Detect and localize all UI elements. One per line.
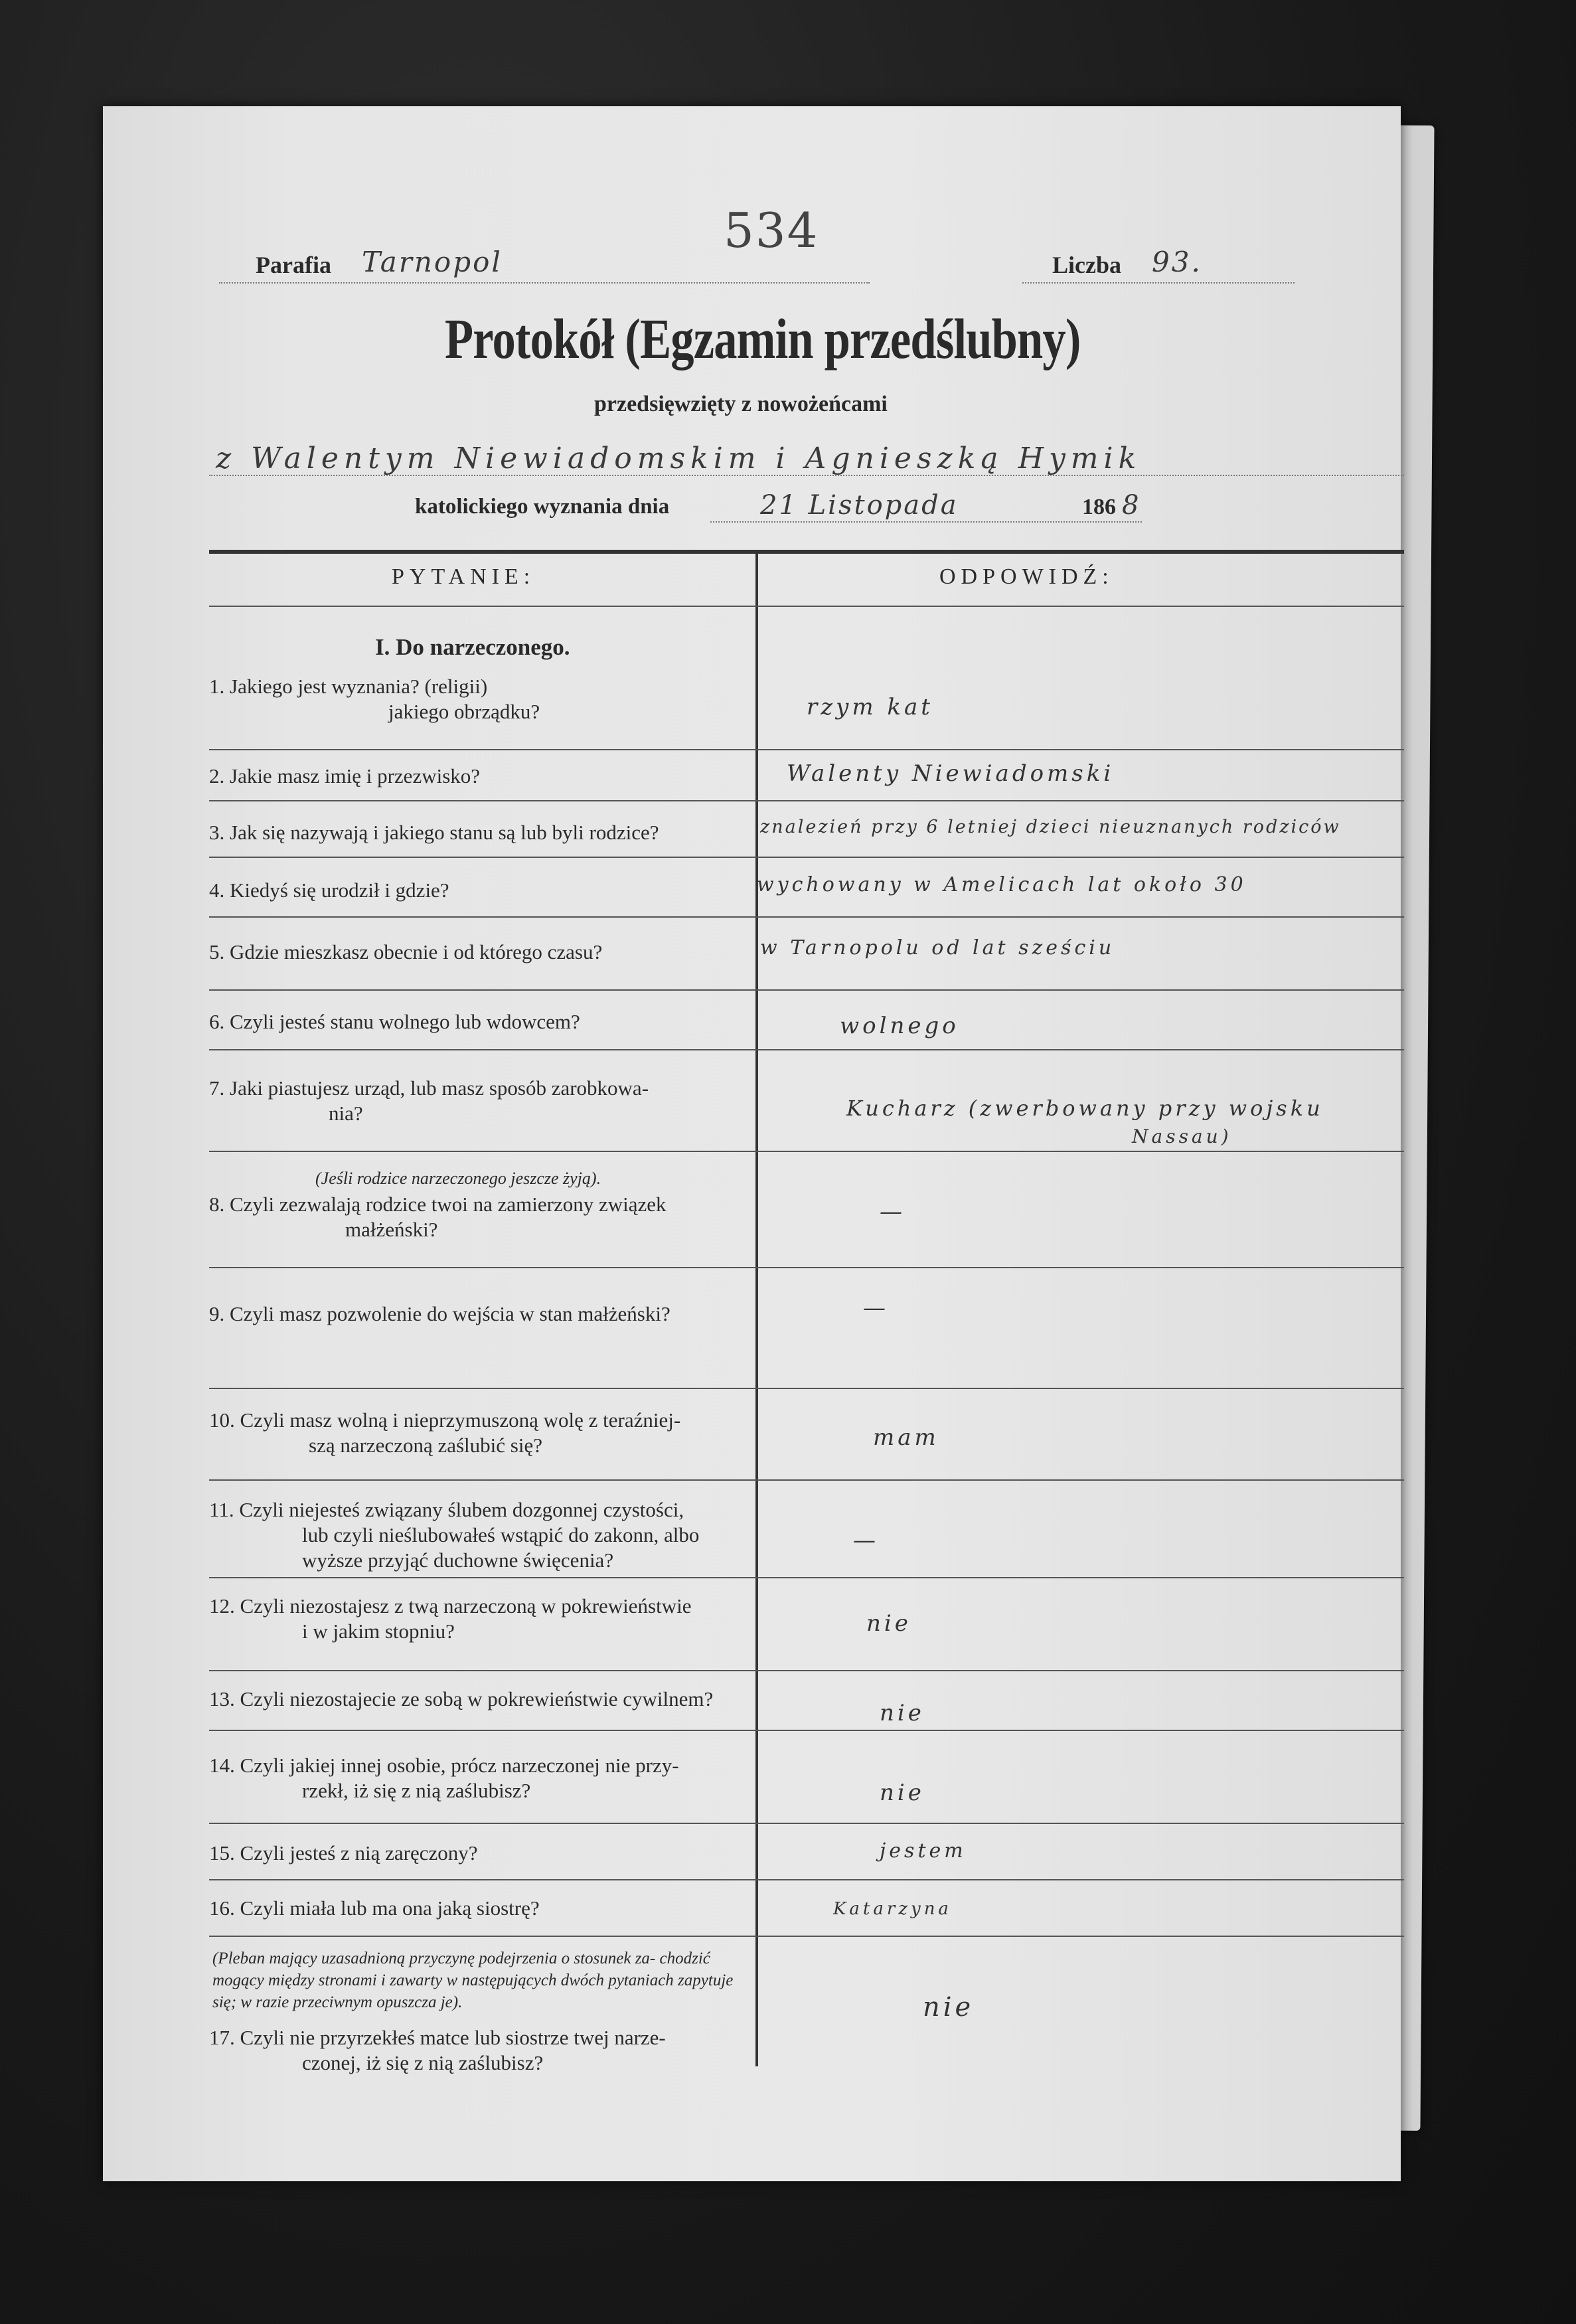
question-14-cont: rzekł, iż się z nią zaślubisz? [302,1779,531,1802]
row-rule [209,749,1404,750]
answer-column-header: ODPOWIDŹ: [939,564,1114,589]
question-8: 8. Czyli zezwalają rodzice twoi na zamierzony związek [209,1193,667,1216]
row-rule [209,1049,1404,1050]
year-handwritten: 8 [1122,490,1141,521]
date-prefix: katolickiego wyznania dnia [415,495,670,519]
header-rule [209,606,1404,607]
date-value: 21 Listopada [760,490,959,521]
row-rule [209,916,1404,918]
answer-15: jestem [880,1839,967,1863]
row-rule [209,1267,1404,1268]
question-12-cont: i w jakim stopniu? [302,1619,455,1643]
question-column-header: PYTANIE: [392,564,536,589]
answer-13: nie [880,1700,925,1726]
question-17-note: (Pleban mający uzasadnioną przyczynę podejrzenia o stosunek za- chodzić mogący między stronami i zawarty w następujących dwóch pytaniach zapytuje się; w razie przeciwnym opuszcza je). [212,1950,734,2011]
question-17: 17. Czyli nie przyrzekłeś matce lub siostrze twej narze- [209,2026,666,2049]
question-15: 15. Czyli jesteś z nią zaręczony? [209,1841,478,1865]
question-10-cont: szą narzeczoną zaślubić się? [309,1434,542,1457]
question-2: 2. Jakie masz imię i przezwisko? [209,764,481,788]
number-line [1022,282,1295,284]
answer-4: wychowany w Amelicach lat około 30 [757,873,1247,896]
answer-6: wolnego [840,1013,959,1039]
question-1-cont: jakiego obrządku? [388,700,540,723]
table-top-rule [209,550,1404,554]
answer-10: mam [873,1424,939,1451]
row-rule [209,1730,1404,1731]
parish-value: Tarnopol [362,246,503,278]
row-rule [209,1879,1404,1880]
answer-1: rzym kat [807,694,933,720]
row-rule [209,1577,1404,1578]
number-value: 93. [1152,246,1202,278]
page-subtitle: przedsięwzięty z nowożeńcami [594,392,888,416]
year-printed: 186 [1082,495,1116,519]
question-3: 3. Jak się nazywają i jakiego stanu są lub byli rodzice? [209,821,659,844]
question-7: 7. Jaki piastujesz urząd, lub masz sposób zarobkowa- [209,1076,649,1100]
date-line [710,521,1142,523]
section-title: I. Do narzeczonego. [375,634,570,660]
question-7-cont: nia? [329,1102,363,1125]
number-label: Liczba [1052,252,1121,278]
answer-2: Walenty Niewiadomski [787,760,1115,787]
question-14: 14. Czyli jakiej innej osobie, prócz narzeczonej nie przy- [209,1754,679,1777]
question-4: 4. Kiedyś się urodził i gdzie? [209,878,449,902]
question-11-cont2: wyższe przyjąć duchowne święcenia? [302,1548,614,1572]
question-13: 13. Czyli niezostajecie ze sobą w pokrewieństwie cywilnem? [209,1687,714,1710]
row-rule [209,1670,1404,1671]
answer-5: w Tarnopolu od lat sześciu [760,936,1115,959]
answer-12: nie [866,1610,911,1637]
row-rule [209,989,1404,991]
row-rule [209,1823,1404,1824]
question-11: 11. Czyli niejesteś związany ślubem dozgonnej czystości, [209,1498,684,1521]
couple-line [209,475,1404,476]
parish-line [219,282,870,284]
question-10: 10. Czyli masz wolną i nieprzymuszoną wolę z teraźniej- [209,1408,681,1432]
row-rule [209,1479,1404,1481]
question-12: 12. Czyli niezostajesz z twą narzeczoną w pokrewieństwie [209,1594,692,1618]
question-9: 9. Czyli masz pozwolenie do wejścia w stan małżeński? [209,1302,670,1325]
question-6: 6. Czyli jesteś stanu wolnego lub wdowcem? [209,1010,580,1033]
answer-11: — [853,1527,879,1554]
answer-7-cont: Nassau) [1132,1125,1232,1147]
question-8-cont: małżeński? [345,1218,438,1241]
answer-17: nie [923,1992,975,2023]
page-title: Protokół (Egzamin przedślubny) [445,307,1081,371]
answer-16: Katarzyna [833,1899,952,1919]
row-rule [209,1151,1404,1152]
question-11-cont: lub czyli nieślubowałeś wstąpić do zakonn, albo [302,1523,700,1546]
document-page [103,106,1401,2181]
question-16: 16. Czyli miała lub ma ona jaką siostrę? [209,1896,540,1920]
answer-14: nie [880,1780,925,1806]
question-1: 1. Jakiego jest wyznania? (religii) [209,675,488,698]
answer-9: — [863,1295,889,1321]
column-divider [755,552,758,2066]
row-rule [209,1936,1404,1937]
stamp-number: 534 [724,203,819,258]
question-8-note: (Jeśli rodzice narzeczonego jeszcze żyją). [315,1169,601,1188]
couple-names: z Walentym Niewiadomskim i Agnieszką Hymik [216,442,1142,475]
row-rule [209,1388,1404,1389]
answer-3: znalezień przy 6 letniej dzieci nieuznanych rodziców [760,817,1341,837]
answer-7: Kucharz (zwerbowany przy wojsku [846,1096,1324,1121]
question-17-cont: czonej, iż się z nią zaślubisz? [302,2051,544,2074]
row-rule [209,857,1404,858]
answer-8: — [880,1199,906,1225]
row-rule [209,800,1404,801]
question-5: 5. Gdzie mieszkasz obecnie i od którego czasu? [209,940,603,963]
parish-label: Parafia [256,252,331,278]
